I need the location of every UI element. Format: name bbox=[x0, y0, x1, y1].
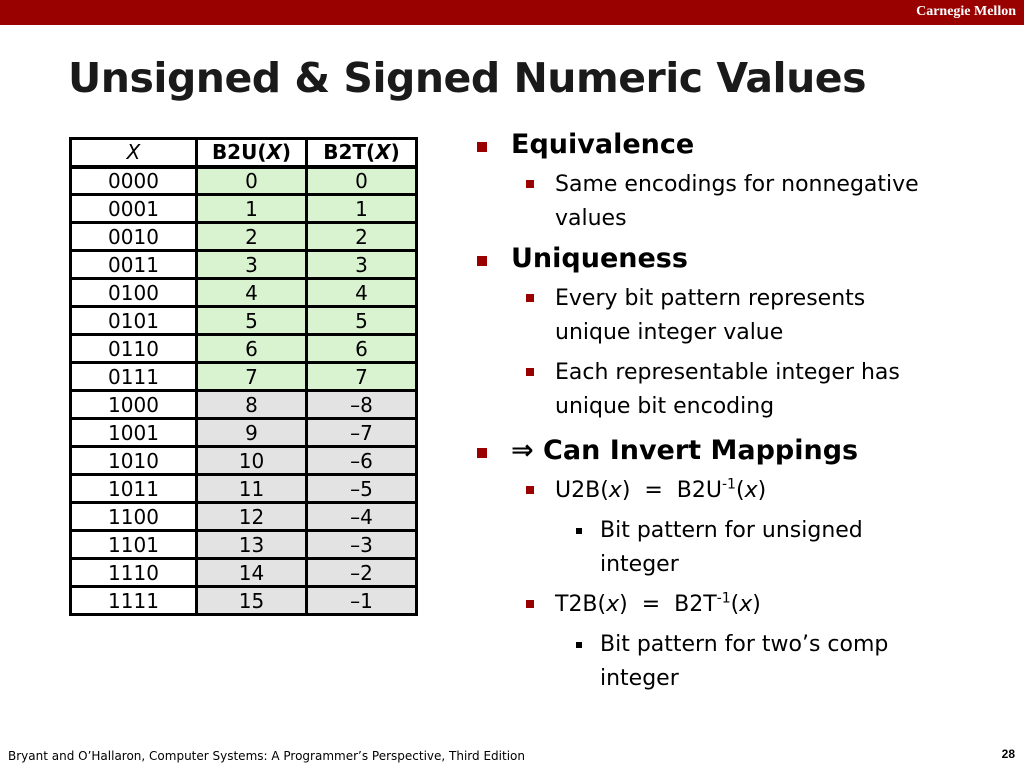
cell-b2t: –5 bbox=[307, 475, 417, 503]
cell-b2t: 4 bbox=[307, 279, 417, 307]
bullet-list bbox=[476, 128, 1016, 696]
table-header-row bbox=[71, 139, 417, 167]
table-row bbox=[71, 279, 417, 307]
sub-sub-bullet-u2b bbox=[476, 514, 1016, 582]
sub-bullet-unique-encoding bbox=[476, 356, 1016, 424]
cell-b2t: 7 bbox=[307, 363, 417, 391]
bullet-square-icon bbox=[477, 256, 487, 266]
table-row bbox=[71, 167, 417, 195]
column-header-x: X bbox=[71, 139, 197, 167]
cell-x: 0110 bbox=[71, 335, 197, 363]
cell-b2t: 5 bbox=[307, 307, 417, 335]
cell-x: 1100 bbox=[71, 503, 197, 531]
table-row bbox=[71, 251, 417, 279]
bullet-heading: Can Invert Mappings bbox=[543, 435, 859, 466]
sub-bullet-line: Same encodings for nonnegative bbox=[555, 172, 919, 197]
cell-b2u: 7 bbox=[197, 363, 307, 391]
cell-x: 1000 bbox=[71, 391, 197, 419]
cell-x: 0010 bbox=[71, 223, 197, 251]
sub-bullet-line: Every bit pattern represents bbox=[555, 286, 866, 311]
cell-x: 1010 bbox=[71, 447, 197, 475]
bullet-square-icon bbox=[576, 642, 582, 648]
table-row bbox=[71, 559, 417, 587]
sub-bullet-line: integer bbox=[600, 666, 679, 691]
cell-b2u: 9 bbox=[197, 419, 307, 447]
bullet-square-icon bbox=[526, 486, 534, 494]
sub-bullet-line: unique integer value bbox=[555, 320, 784, 345]
implies-arrow-icon: ⇒ bbox=[511, 435, 534, 466]
page-number: 28 bbox=[1001, 747, 1015, 761]
table-row bbox=[71, 223, 417, 251]
bullet-square-icon bbox=[526, 368, 534, 376]
formula-var: x bbox=[739, 592, 753, 617]
slide-title: Unsigned & Signed Numeric Values bbox=[68, 54, 866, 102]
bullet-square-icon bbox=[526, 294, 534, 302]
cell-b2u: 4 bbox=[197, 279, 307, 307]
column-header-b2u bbox=[197, 139, 307, 167]
cell-x: 1111 bbox=[71, 587, 197, 615]
cell-b2t: –3 bbox=[307, 531, 417, 559]
formula-text: T2B( bbox=[555, 592, 607, 617]
encoding-table-container bbox=[69, 137, 418, 616]
cell-b2t: –7 bbox=[307, 419, 417, 447]
table-body bbox=[71, 167, 417, 615]
cell-b2u: 11 bbox=[197, 475, 307, 503]
cell-b2t: –2 bbox=[307, 559, 417, 587]
cell-b2t: 3 bbox=[307, 251, 417, 279]
cell-b2u: 1 bbox=[197, 195, 307, 223]
sub-bullet-line: Bit pattern for unsigned bbox=[600, 518, 863, 543]
cell-x: 0011 bbox=[71, 251, 197, 279]
b2u-suffix: ) bbox=[281, 140, 292, 165]
sub-bullet-line: integer bbox=[600, 552, 679, 577]
table-row bbox=[71, 447, 417, 475]
bullet-square-icon bbox=[477, 142, 487, 152]
cell-b2t: 0 bbox=[307, 167, 417, 195]
formula-text: ) = B2T bbox=[619, 592, 717, 617]
formula-text: ) = B2U bbox=[621, 478, 722, 503]
sub-bullet-equivalence bbox=[476, 168, 1016, 236]
cell-b2t: –6 bbox=[307, 447, 417, 475]
cell-x: 1101 bbox=[71, 531, 197, 559]
table-row bbox=[71, 307, 417, 335]
header-bar bbox=[0, 0, 1024, 25]
cell-x: 0101 bbox=[71, 307, 197, 335]
b2u-var: X bbox=[266, 140, 282, 165]
bullet-uniqueness bbox=[476, 242, 1016, 276]
bullet-heading: Equivalence bbox=[511, 129, 695, 160]
cell-b2t: –4 bbox=[307, 503, 417, 531]
cell-b2u: 12 bbox=[197, 503, 307, 531]
table-row bbox=[71, 475, 417, 503]
cell-b2u: 0 bbox=[197, 167, 307, 195]
b2u-prefix: B2U( bbox=[211, 140, 267, 165]
cell-x: 0000 bbox=[71, 167, 197, 195]
cell-b2u: 2 bbox=[197, 223, 307, 251]
cell-b2t: –1 bbox=[307, 587, 417, 615]
bullet-equivalence bbox=[476, 128, 1016, 162]
cell-x: 1001 bbox=[71, 419, 197, 447]
encoding-table bbox=[69, 137, 418, 616]
formula-text: ) bbox=[752, 592, 761, 617]
cell-b2u: 10 bbox=[197, 447, 307, 475]
b2t-suffix: ) bbox=[390, 140, 400, 165]
cell-b2t: 2 bbox=[307, 223, 417, 251]
sub-bullet-line: unique bit encoding bbox=[555, 394, 775, 419]
b2t-prefix: B2T( bbox=[323, 140, 376, 165]
formula-text: ( bbox=[735, 478, 745, 503]
table-row bbox=[71, 587, 417, 615]
table-row bbox=[71, 419, 417, 447]
sub-bullet-t2b bbox=[476, 588, 1016, 622]
cell-x: 1011 bbox=[71, 475, 197, 503]
formula-text: ) bbox=[757, 478, 767, 503]
bullet-square-icon bbox=[526, 180, 534, 188]
bullet-square-icon bbox=[576, 528, 582, 534]
formula-superscript: -1 bbox=[716, 590, 731, 607]
formula-var: x bbox=[744, 478, 758, 503]
sub-bullet-unique-pattern bbox=[476, 282, 1016, 350]
column-header-b2t bbox=[307, 139, 417, 167]
sub-sub-bullet-t2b bbox=[476, 628, 1016, 696]
cell-x: 1110 bbox=[71, 559, 197, 587]
cell-b2t: –8 bbox=[307, 391, 417, 419]
sub-bullet-u2b bbox=[476, 474, 1016, 508]
table-row bbox=[71, 195, 417, 223]
formula-text: U2B( bbox=[555, 478, 609, 503]
cell-b2t: 6 bbox=[307, 335, 417, 363]
bullet-square-icon bbox=[477, 448, 487, 458]
cell-b2u: 5 bbox=[197, 307, 307, 335]
formula-superscript: -1 bbox=[722, 476, 736, 493]
cell-x: 0100 bbox=[71, 279, 197, 307]
cell-b2u: 8 bbox=[197, 391, 307, 419]
sub-bullet-line: Each representable integer has bbox=[555, 360, 900, 385]
cell-b2u: 14 bbox=[197, 559, 307, 587]
cell-b2u: 15 bbox=[197, 587, 307, 615]
cell-b2t: 1 bbox=[307, 195, 417, 223]
table-row bbox=[71, 391, 417, 419]
cell-b2u: 6 bbox=[197, 335, 307, 363]
table-row bbox=[71, 503, 417, 531]
sub-bullet-line: Bit pattern for two’s comp bbox=[600, 632, 889, 657]
brand-name: Carnegie Mellon bbox=[916, 4, 1016, 19]
cell-x: 0111 bbox=[71, 363, 197, 391]
table-row bbox=[71, 335, 417, 363]
formula-var: x bbox=[608, 478, 622, 503]
table-row bbox=[71, 363, 417, 391]
cell-x: 0001 bbox=[71, 195, 197, 223]
b2t-var: X bbox=[375, 140, 391, 165]
cell-b2u: 13 bbox=[197, 531, 307, 559]
cell-b2u: 3 bbox=[197, 251, 307, 279]
footer-citation: Bryant and O’Hallaron, Computer Systems: A Programmer’s Perspective, Third Edition bbox=[8, 749, 525, 763]
sub-bullet-line: values bbox=[555, 206, 627, 231]
bullet-invert-mappings bbox=[476, 434, 1016, 468]
bullet-heading: Uniqueness bbox=[511, 243, 688, 274]
formula-var: x bbox=[606, 592, 620, 617]
bullet-square-icon bbox=[526, 600, 534, 608]
formula-text: ( bbox=[730, 592, 740, 617]
table-row bbox=[71, 531, 417, 559]
